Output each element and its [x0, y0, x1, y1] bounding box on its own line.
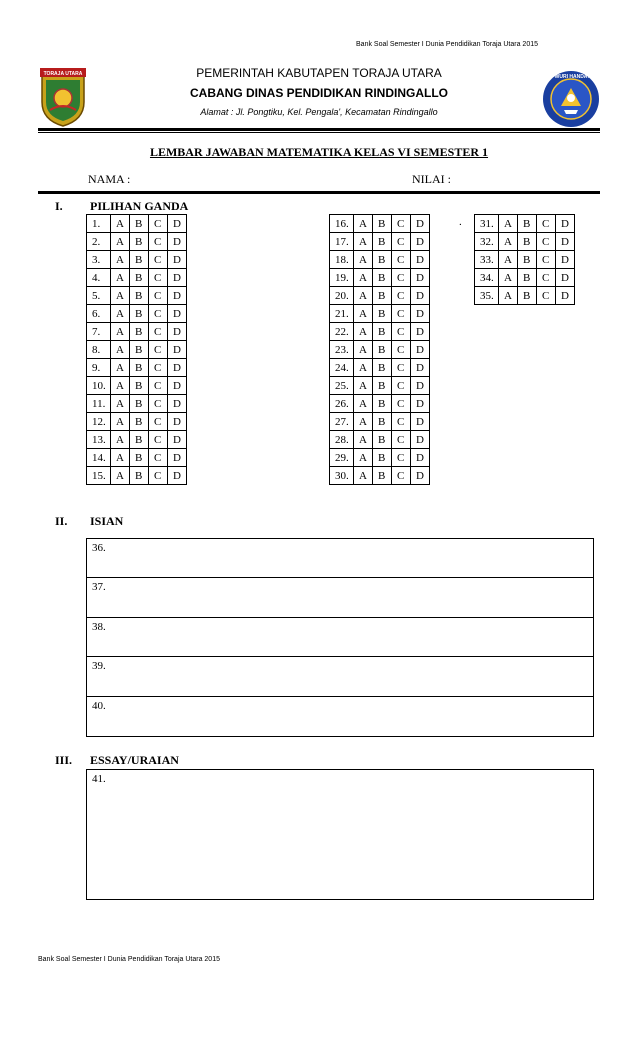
answer-option-c[interactable]: C: [149, 323, 168, 341]
answer-row: [87, 431, 187, 449]
answer-option-b[interactable]: B: [373, 467, 392, 485]
answer-row: [87, 305, 187, 323]
answer-option-d[interactable]: D: [168, 467, 187, 485]
page-title: LEMBAR JAWABAN MATEMATIKA KELAS VI SEMESTER 1: [149, 145, 489, 159]
question-number: 32.: [475, 233, 499, 251]
question-number: 10.: [87, 377, 111, 395]
answer-option-b[interactable]: B: [518, 287, 537, 305]
question-number: 4.: [87, 269, 111, 287]
answer-option-d[interactable]: D: [411, 467, 430, 485]
answer-option-c[interactable]: C: [537, 287, 556, 305]
question-number: 29.: [330, 449, 354, 467]
answer-row: [330, 341, 430, 359]
answer-option-d[interactable]: D: [411, 323, 430, 341]
answer-option-a[interactable]: A: [111, 359, 130, 377]
answer-option-d[interactable]: D: [411, 251, 430, 269]
answer-option-b[interactable]: B: [130, 269, 149, 287]
mc-table-mid: [329, 214, 430, 485]
question-number: 26.: [330, 395, 354, 413]
nilai-field-label[interactable]: NILAI :: [412, 172, 451, 186]
answer-option-b[interactable]: B: [373, 359, 392, 377]
question-number: 24.: [330, 359, 354, 377]
answer-option-b[interactable]: B: [373, 215, 392, 233]
answer-option-c[interactable]: C: [392, 395, 411, 413]
answer-option-d[interactable]: D: [411, 287, 430, 305]
answer-option-c[interactable]: C: [392, 467, 411, 485]
answer-option-a[interactable]: A: [111, 467, 130, 485]
answer-option-a[interactable]: A: [499, 287, 518, 305]
svg-text:TORAJA UTARA: TORAJA UTARA: [43, 71, 83, 77]
answer-option-d[interactable]: D: [556, 287, 575, 305]
answer-option-b[interactable]: B: [130, 251, 149, 269]
answer-option-a[interactable]: A: [111, 377, 130, 395]
question-number: 23.: [330, 341, 354, 359]
answer-option-b[interactable]: B: [373, 269, 392, 287]
answer-option-d[interactable]: D: [411, 395, 430, 413]
answer-option-b[interactable]: B: [130, 323, 149, 341]
answer-option-b[interactable]: B: [518, 215, 537, 233]
answer-option-d[interactable]: D: [411, 341, 430, 359]
answer-option-a[interactable]: A: [354, 287, 373, 305]
answer-option-c[interactable]: C: [149, 467, 168, 485]
kop-line2: CABANG DINAS PENDIDIKAN RINDINGALLO: [190, 86, 448, 100]
tut-wuri-handayani-logo: [542, 70, 600, 128]
answer-option-b[interactable]: B: [130, 287, 149, 305]
question-number: 35.: [475, 287, 499, 305]
answer-option-a[interactable]: A: [111, 305, 130, 323]
section-1-title: PILIHAN GANDA: [90, 199, 189, 213]
answer-option-a[interactable]: A: [354, 269, 373, 287]
question-number: 8.: [87, 341, 111, 359]
answer-option-d[interactable]: D: [411, 269, 430, 287]
answer-option-b[interactable]: B: [130, 449, 149, 467]
answer-option-a[interactable]: A: [354, 359, 373, 377]
answer-option-b[interactable]: B: [130, 305, 149, 323]
answer-option-c[interactable]: C: [149, 359, 168, 377]
answer-row: [330, 287, 430, 305]
answer-option-b[interactable]: B: [130, 377, 149, 395]
svg-text:TUT WURI HANDAYANI: TUT WURI HANDAYANI: [543, 74, 599, 80]
kop-address: Alamat : Jl. Pongtiku, Kel. Pengala', Kecamatan Rindingallo: [200, 107, 438, 117]
answer-option-c[interactable]: C: [149, 431, 168, 449]
answer-option-d[interactable]: D: [168, 233, 187, 251]
isian-answer-box[interactable]: 38.: [86, 617, 594, 657]
answer-option-c[interactable]: C: [537, 233, 556, 251]
answer-row: [87, 449, 187, 467]
section-1-number: I.: [55, 199, 63, 213]
answer-option-a[interactable]: A: [354, 251, 373, 269]
answer-option-b[interactable]: B: [373, 251, 392, 269]
answer-option-b[interactable]: B: [373, 287, 392, 305]
answer-row: [87, 395, 187, 413]
answer-row: [87, 269, 187, 287]
answer-option-c[interactable]: C: [149, 269, 168, 287]
answer-option-a[interactable]: A: [111, 323, 130, 341]
answer-option-b[interactable]: B: [130, 359, 149, 377]
answer-row: [87, 215, 187, 233]
answer-option-a[interactable]: A: [354, 395, 373, 413]
answer-option-c[interactable]: C: [149, 233, 168, 251]
answer-row: [475, 287, 575, 305]
question-number: 30.: [330, 467, 354, 485]
answer-option-a[interactable]: A: [499, 269, 518, 287]
answer-row: [87, 377, 187, 395]
answer-option-a[interactable]: A: [111, 251, 130, 269]
answer-option-a[interactable]: A: [354, 215, 373, 233]
answer-option-d[interactable]: D: [168, 323, 187, 341]
answer-row: [330, 251, 430, 269]
isian-answer-box[interactable]: 37.: [86, 577, 594, 618]
question-number: 12.: [87, 413, 111, 431]
question-number: 33.: [475, 251, 499, 269]
answer-option-d[interactable]: D: [411, 233, 430, 251]
question-number: 13.: [87, 431, 111, 449]
answer-option-c[interactable]: C: [149, 395, 168, 413]
answer-option-c[interactable]: C: [392, 251, 411, 269]
answer-option-b[interactable]: B: [373, 431, 392, 449]
question-number: 27.: [330, 413, 354, 431]
answer-option-d[interactable]: D: [168, 287, 187, 305]
answer-option-d[interactable]: D: [411, 359, 430, 377]
answer-row: [330, 323, 430, 341]
essay-answer-box[interactable]: 41.: [86, 769, 594, 900]
question-number: 7.: [87, 323, 111, 341]
answer-row: [87, 413, 187, 431]
answer-option-b[interactable]: B: [373, 449, 392, 467]
answer-option-c[interactable]: C: [149, 215, 168, 233]
section-3-number: III.: [55, 753, 73, 767]
answer-row: [87, 341, 187, 359]
answer-row: [87, 359, 187, 377]
answer-option-d[interactable]: D: [168, 413, 187, 431]
answer-option-b[interactable]: B: [130, 215, 149, 233]
answer-option-a[interactable]: A: [111, 269, 130, 287]
answer-option-b[interactable]: B: [130, 431, 149, 449]
question-number: 14.: [87, 449, 111, 467]
answer-option-b[interactable]: B: [130, 341, 149, 359]
answer-option-d[interactable]: D: [411, 305, 430, 323]
mc-table-right: [474, 214, 575, 305]
answer-option-d[interactable]: D: [411, 377, 430, 395]
answer-option-d[interactable]: D: [168, 395, 187, 413]
answer-option-d[interactable]: D: [411, 449, 430, 467]
answer-option-d[interactable]: D: [411, 413, 430, 431]
stray-dot: .: [459, 216, 462, 228]
answer-row: [475, 251, 575, 269]
answer-row: [330, 467, 430, 485]
answer-option-a[interactable]: A: [499, 215, 518, 233]
answer-option-d[interactable]: D: [168, 269, 187, 287]
question-number: 1.: [87, 215, 111, 233]
name-rule: [38, 191, 600, 194]
header-note: Bank Soal Semester I Dunia Pendidikan Toraja Utara 2015: [356, 41, 538, 48]
question-number: 25.: [330, 377, 354, 395]
answer-option-d[interactable]: D: [168, 377, 187, 395]
answer-option-d[interactable]: D: [556, 251, 575, 269]
answer-row: [87, 251, 187, 269]
answer-option-c[interactable]: C: [392, 449, 411, 467]
answer-option-c[interactable]: C: [392, 323, 411, 341]
answer-option-d[interactable]: D: [168, 449, 187, 467]
answer-option-c[interactable]: C: [392, 359, 411, 377]
answer-option-c[interactable]: C: [537, 251, 556, 269]
answer-option-a[interactable]: A: [111, 395, 130, 413]
isian-answer-box[interactable]: 39.: [86, 656, 594, 697]
answer-option-a[interactable]: A: [111, 431, 130, 449]
answer-option-a[interactable]: A: [111, 215, 130, 233]
answer-option-c[interactable]: C: [392, 287, 411, 305]
answer-option-c[interactable]: C: [537, 215, 556, 233]
answer-option-d[interactable]: D: [556, 215, 575, 233]
mc-table-left: [86, 214, 187, 485]
question-number: 21.: [330, 305, 354, 323]
answer-option-c[interactable]: C: [149, 251, 168, 269]
answer-option-b[interactable]: B: [518, 233, 537, 251]
section-2-number: II.: [55, 514, 68, 528]
answer-option-a[interactable]: A: [354, 467, 373, 485]
answer-option-c[interactable]: C: [149, 377, 168, 395]
header-rule-thick: [38, 128, 600, 131]
nama-field-label[interactable]: NAMA :: [88, 172, 131, 186]
kop-line1: PEMERINTAH KABUTAPEN TORAJA UTARA: [196, 66, 442, 80]
question-number: 2.: [87, 233, 111, 251]
answer-row: [330, 359, 430, 377]
isian-answer-box[interactable]: 40.: [86, 696, 594, 737]
question-number: 6.: [87, 305, 111, 323]
answer-option-b[interactable]: B: [130, 233, 149, 251]
answer-option-d[interactable]: D: [556, 233, 575, 251]
answer-option-d[interactable]: D: [168, 341, 187, 359]
answer-option-a[interactable]: A: [354, 305, 373, 323]
answer-option-b[interactable]: B: [373, 233, 392, 251]
answer-option-b[interactable]: B: [518, 251, 537, 269]
answer-option-a[interactable]: A: [499, 251, 518, 269]
answer-option-b[interactable]: B: [373, 377, 392, 395]
answer-option-b[interactable]: B: [373, 413, 392, 431]
answer-row: [475, 215, 575, 233]
answer-option-a[interactable]: A: [354, 431, 373, 449]
answer-option-a[interactable]: A: [354, 377, 373, 395]
question-number: 11.: [87, 395, 111, 413]
answer-option-a[interactable]: A: [499, 233, 518, 251]
answer-row: [330, 395, 430, 413]
answer-option-c[interactable]: C: [149, 287, 168, 305]
answer-row: [330, 413, 430, 431]
answer-option-b[interactable]: B: [373, 395, 392, 413]
answer-option-c[interactable]: C: [392, 233, 411, 251]
answer-option-d[interactable]: D: [556, 269, 575, 287]
question-number: 34.: [475, 269, 499, 287]
question-number: 22.: [330, 323, 354, 341]
answer-option-c[interactable]: C: [149, 341, 168, 359]
answer-option-c[interactable]: C: [392, 305, 411, 323]
question-number: 18.: [330, 251, 354, 269]
question-number: 9.: [87, 359, 111, 377]
answer-option-d[interactable]: D: [168, 431, 187, 449]
answer-option-a[interactable]: A: [354, 323, 373, 341]
answer-row: [330, 215, 430, 233]
question-number: 20.: [330, 287, 354, 305]
question-number: 3.: [87, 251, 111, 269]
section-3-title: ESSAY/URAIAN: [90, 753, 179, 767]
question-number: 17.: [330, 233, 354, 251]
answer-option-c[interactable]: C: [149, 413, 168, 431]
answer-option-d[interactable]: D: [411, 215, 430, 233]
answer-option-b[interactable]: B: [130, 467, 149, 485]
answer-option-c[interactable]: C: [149, 449, 168, 467]
answer-option-b[interactable]: B: [130, 413, 149, 431]
question-number: 28.: [330, 431, 354, 449]
section-2-title: ISIAN: [90, 514, 124, 528]
isian-answer-box[interactable]: 36.: [86, 538, 594, 578]
answer-option-a[interactable]: A: [111, 341, 130, 359]
answer-row: [475, 269, 575, 287]
answer-option-a[interactable]: A: [354, 449, 373, 467]
answer-option-a[interactable]: A: [354, 341, 373, 359]
question-number: 16.: [330, 215, 354, 233]
answer-row: [87, 467, 187, 485]
question-number: 5.: [87, 287, 111, 305]
question-number: 15.: [87, 467, 111, 485]
answer-option-c[interactable]: C: [392, 341, 411, 359]
answer-row: [330, 431, 430, 449]
header-rule-thin: [38, 132, 600, 133]
answer-option-a[interactable]: A: [111, 287, 130, 305]
answer-option-a[interactable]: A: [354, 413, 373, 431]
answer-option-c[interactable]: C: [537, 269, 556, 287]
answer-row: [330, 269, 430, 287]
answer-option-b[interactable]: B: [130, 395, 149, 413]
answer-row: [330, 449, 430, 467]
answer-row: [330, 377, 430, 395]
answer-option-d[interactable]: D: [168, 251, 187, 269]
answer-option-d[interactable]: D: [168, 359, 187, 377]
answer-option-c[interactable]: C: [392, 377, 411, 395]
answer-row: [475, 233, 575, 251]
answer-option-d[interactable]: D: [168, 305, 187, 323]
answer-option-a[interactable]: A: [111, 413, 130, 431]
answer-option-d[interactable]: D: [411, 431, 430, 449]
answer-option-c[interactable]: C: [392, 215, 411, 233]
answer-row: [87, 323, 187, 341]
answer-row: [87, 287, 187, 305]
answer-option-b[interactable]: B: [518, 269, 537, 287]
answer-row: [330, 305, 430, 323]
answer-option-c[interactable]: C: [392, 269, 411, 287]
answer-option-a[interactable]: A: [111, 449, 130, 467]
answer-option-c[interactable]: C: [392, 431, 411, 449]
answer-option-b[interactable]: B: [373, 323, 392, 341]
answer-option-b[interactable]: B: [373, 341, 392, 359]
footer-note: Bank Soal Semester I Dunia Pendidikan Toraja Utara 2015: [38, 956, 220, 963]
answer-row: [330, 233, 430, 251]
question-number: 31.: [475, 215, 499, 233]
answer-row: [87, 233, 187, 251]
answer-option-b[interactable]: B: [373, 305, 392, 323]
answer-option-c[interactable]: C: [149, 305, 168, 323]
question-number: 19.: [330, 269, 354, 287]
answer-option-c[interactable]: C: [392, 413, 411, 431]
answer-option-d[interactable]: D: [168, 215, 187, 233]
answer-option-a[interactable]: A: [354, 233, 373, 251]
answer-option-a[interactable]: A: [111, 233, 130, 251]
